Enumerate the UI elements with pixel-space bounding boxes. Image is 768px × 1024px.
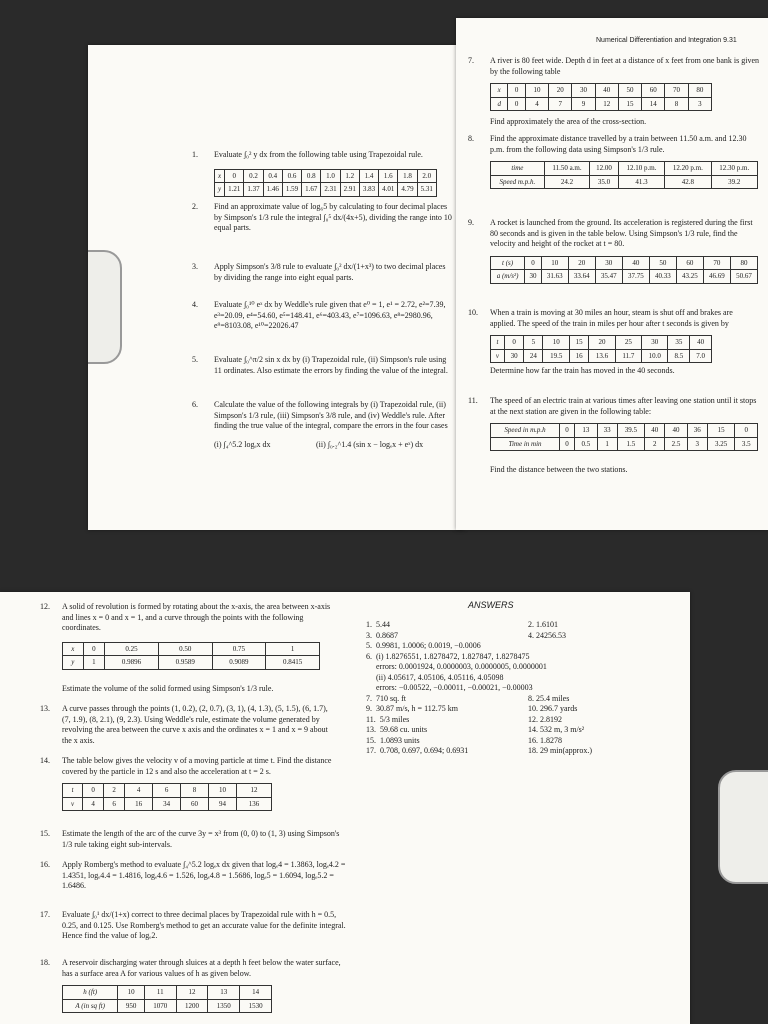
table-q1 <box>214 169 437 197</box>
table-cell: 40.33 <box>649 270 676 284</box>
answer-line: 10. 296.7 yards <box>528 704 578 713</box>
table-cell: 40 <box>595 84 618 98</box>
table-cell: 2 <box>645 437 665 451</box>
question-followup: Find approximately the area of the cross-section. <box>490 117 647 126</box>
answer-line: 9. 30.87 m/s, h = 112.75 km <box>366 704 458 713</box>
question-text: Estimate the length of the arc of the curve 3y = x³ from (0, 0) to (1, 3) using Simpson's 1/3 rule taking eight sub-intervals. <box>62 829 340 849</box>
table-cell: 11.7 <box>615 349 641 363</box>
table-row-header: A (in sq ft) <box>63 999 118 1013</box>
table-cell: 60 <box>181 797 209 811</box>
table-q12 <box>62 642 320 670</box>
table-row <box>491 162 758 176</box>
table-cell: 94 <box>209 797 237 811</box>
table-cell: 2 <box>104 784 125 798</box>
table-cell: 1.4 <box>359 169 378 183</box>
table-row-header: y <box>215 183 225 197</box>
table-row <box>63 784 272 798</box>
answer-line: 13. 59.68 cu. units <box>366 725 428 734</box>
question-16: 16. Apply Romberg's method to evaluate ∫₄^5.2 logₑx dx given that logₑ4 = 1.3863, logₑ4.2 = 1.4351, logₑ4.4 = 1.4816, logₑ4.6 = 1.526, logₑ4.8 = 1.5686, logₑ5 = 1.6094, logₑ5.2 = 1.6486. <box>40 860 346 890</box>
question-text: A solid of revolution is formed by rotating about the x-axis, the area between x-axis and lines x = 0 and x = 1, and a curve through the points with the following coordinates. <box>62 602 331 632</box>
table-cell: 30 <box>572 84 595 98</box>
question-text: Evaluate ∫₀² y dx from the following table using Trapezoidal rule. <box>214 150 423 159</box>
table-cell: 46.69 <box>703 270 730 284</box>
table-row <box>215 183 437 197</box>
table-cell: 24.2 <box>544 175 590 189</box>
question-text: A river is 80 feet wide. Depth d in feet at a distance of x feet from one bank is given by the following table <box>490 56 760 76</box>
question-10: 10. When a train is moving at 30 miles an hour, steam is shut off and brakes are applied. The speed of the train in miles per hour after t seconds is given by t 0 5 10 15 20 25 30 35 40 v 30 24 19.5 16 13.6 11.7 10.0 8.5 7.0 Determine how far the train has moved in the 40 seconds. <box>490 308 760 377</box>
table-cell: 43.25 <box>676 270 703 284</box>
table-cell: 1.5 <box>617 437 645 451</box>
table-cell: 0.75 <box>212 642 266 656</box>
answer-line: 6. (i) 1.8276551, 1.8278472, 1.827847, 1.8278475 <box>366 651 530 661</box>
answer-line: 7. 710 sq. ft <box>366 693 406 703</box>
table-row <box>63 797 272 811</box>
question-text: A rocket is launched from the ground. Its acceleration is registered during the first 80 seconds and is given in the table below. Using Simpson's 1/3 rule, find the velocity and height of the rocket at t = 80. <box>490 218 753 248</box>
table-cell: 0.25 <box>105 642 159 656</box>
answer-line: 3. 0.8687 <box>366 630 398 640</box>
table-row-header: v <box>491 349 505 363</box>
table-cell: 4.01 <box>379 183 398 197</box>
table-cell: 19.5 <box>543 349 570 363</box>
table-cell: 4 <box>125 784 153 798</box>
table-cell: 24 <box>524 349 543 363</box>
table-cell: 16 <box>125 797 153 811</box>
table-q14 <box>62 783 272 811</box>
answers-left <box>366 620 666 757</box>
table-cell: 15 <box>570 336 589 350</box>
table-cell: 0.4 <box>263 169 282 183</box>
table-cell: 80 <box>688 84 711 98</box>
table-cell: 40 <box>622 256 649 270</box>
table-row <box>491 270 758 284</box>
table-cell: 1.6 <box>379 169 398 183</box>
question-17: 17. Evaluate ∫₀¹ dx/(1+x) correct to three decimal places by Trapezoidal rule with h = 0.5, 0.25, and 0.125. Use Romberg's method to get an accurate value for the definite integral. Hence find the value of logₑ2. <box>40 910 346 940</box>
table-cell: 34 <box>153 797 181 811</box>
table-cell: 42.8 <box>665 175 711 189</box>
table-cell: 2.31 <box>321 183 340 197</box>
table-cell: 7.0 <box>690 349 712 363</box>
table-cell: 13 <box>575 424 598 438</box>
question-3: 3. Apply Simpson's 3/8 rule to evaluate ∫₀² dx/(1+x³) to two decimal places by dividing the range into eight equal parts. <box>192 262 446 282</box>
question-text: Evaluate ∫₀^π/2 sin x dx by (i) Trapezoidal rule, (ii) Simpson's rule using 11 ordinates. Also estimate the errors by finding the value of the integral. <box>214 355 448 375</box>
table-cell: 3.5 <box>735 437 758 451</box>
table-cell: 0.8415 <box>266 656 320 670</box>
table-cell: 0.9896 <box>105 656 159 670</box>
binder-clip <box>88 250 122 364</box>
table-cell: 50.67 <box>730 270 757 284</box>
table-row-header: a (m/s²) <box>491 270 525 284</box>
table-cell: 12 <box>595 97 618 111</box>
table-q9 <box>490 256 758 284</box>
table-cell: 30 <box>525 270 542 284</box>
table-cell: 1.2 <box>340 169 359 183</box>
answer-line: 15. 1.0893 units <box>366 735 420 745</box>
answers-title: ANSWERS <box>468 600 514 610</box>
table-row-header: t <box>491 336 505 350</box>
table-cell: 33.64 <box>568 270 595 284</box>
table-cell: 9 <box>572 97 595 111</box>
table-cell: 2.91 <box>340 183 359 197</box>
answer-line: 2. 1.6101 <box>528 620 558 629</box>
question-6: 6. Calculate the value of the following integrals by (i) Trapezoidal rule, (ii) Simpson's 1/3 rule, (iii) Simpson's 3/8 rule, and (iv) Weddle's rule. After finding the true value of the integral, compare the errors in the four cases (i) ∫₄^5.2 logₑx dx (ii) ∫₀.₂^1.4 (sin x − logₑx + eˣ) dx <box>192 400 448 449</box>
answer-line: 12. 2.8192 <box>528 714 562 724</box>
table-row <box>63 656 320 670</box>
table-cell: 12.20 p.m. <box>665 162 711 176</box>
table-cell: 13.6 <box>589 349 616 363</box>
question-text: Evaluate ∫₀¹⁰ eˣ dx by Weddle's rule given that e⁰ = 1, e¹ = 2.72, e²=7.39, e³=20.09, e⁴=54.60, e⁵=148.41, e⁶=403.43, e⁷=1096.63, e⁸=2980.96, e⁹=8103.08, e¹⁰=22026.47 <box>214 300 446 330</box>
table-cell: 30 <box>641 336 668 350</box>
table-cell: 5 <box>524 336 543 350</box>
table-cell: 40 <box>645 424 665 438</box>
table-cell: 15 <box>707 424 735 438</box>
sheet-top-right <box>456 18 768 530</box>
table-cell: 6 <box>153 784 181 798</box>
table-cell: 6 <box>104 797 125 811</box>
question-text: Evaluate ∫₀¹ dx/(1+x) correct to three decimal places by Trapezoidal rule with h = 0.5, 0.25, and 0.125. Use Romberg's method to get an accurate value for the definite integral. Hence find the value of logₑ2. <box>62 910 346 940</box>
table-cell: 0.5 <box>575 437 598 451</box>
question-5: 5. Evaluate ∫₀^π/2 sin x dx by (i) Trapezoidal rule, (ii) Simpson's rule using 11 ordinates. Also estimate the errors by finding the value of the integral. <box>192 355 448 375</box>
table-cell: 2.5 <box>665 437 688 451</box>
table-q10 <box>490 335 712 363</box>
table-cell: 20 <box>589 336 616 350</box>
table-row <box>491 84 712 98</box>
question-text: The table below gives the velocity v of a moving particle at time t. Find the distance covered by the particle in 12 s and also the acceleration at t = 2 s. <box>62 756 332 776</box>
answer-line: 1. 5.44 <box>366 620 390 629</box>
answer-line: 16. 1.8278 <box>528 735 562 745</box>
table-cell: 0 <box>560 424 575 438</box>
answer-line: 4. 24256.53 <box>528 630 566 640</box>
table-row-header: Speed in m.p.h <box>491 424 560 438</box>
answer-line: 17. 0.708, 0.697, 0.694; 0.6931 <box>366 746 469 755</box>
table-cell: 10 <box>541 256 568 270</box>
table-row-header: x <box>215 169 225 183</box>
table-cell: 2.0 <box>417 169 436 183</box>
table-cell: 0.50 <box>158 642 212 656</box>
table-cell: 30 <box>595 256 622 270</box>
table-row-header: t (s) <box>491 256 525 270</box>
table-row-header: x <box>63 642 84 656</box>
table-cell: 950 <box>118 999 144 1013</box>
table-cell: 1200 <box>176 999 208 1013</box>
question-8: 8. Find the approximate distance travelled by a train between 11.50 a.m. and 12.30 p.m. from the following data using Simpson's 1/3 rule. time 11.50 a.m. 12.00 12.10 p.m. 12.20 p.m. 12.30 p.m. Speed m.p.h. 24.2 35.0 41.3 42.8 39.2 <box>490 134 760 189</box>
question-text: When a train is moving at 30 miles an hour, steam is shut off and brakes are applied. The speed of the train in miles per hour after t seconds is given by <box>490 308 733 328</box>
table-cell: 15 <box>618 97 641 111</box>
answer-line: 14. 532 m, 3 m/s² <box>528 725 585 734</box>
table-cell: 11.50 a.m. <box>544 162 590 176</box>
table-cell: 60 <box>642 84 665 98</box>
table-cell: 20 <box>549 84 572 98</box>
table-cell: 0 <box>735 424 758 438</box>
table-cell: 1.46 <box>263 183 282 197</box>
answer-line: 11. 5/3 miles <box>366 714 410 724</box>
table-cell: 10.0 <box>641 349 668 363</box>
table-cell: 40 <box>665 424 688 438</box>
answer-line: 18. 29 min(approx.) <box>528 746 592 755</box>
table-cell: 0 <box>560 437 575 451</box>
table-cell: 20 <box>568 256 595 270</box>
table-cell: 12.10 p.m. <box>618 162 664 176</box>
table-cell: 12.00 <box>590 162 619 176</box>
table-cell: 4 <box>83 797 104 811</box>
table-row <box>491 437 758 451</box>
table-cell: 1.21 <box>225 183 244 197</box>
question-text: Find the approximate distance travelled by a train between 11.50 a.m. and 12.30 p.m. from the following data using Simpson's 1/3 rule. <box>490 134 747 154</box>
table-cell: 8 <box>665 97 688 111</box>
table-cell: 0 <box>225 169 244 183</box>
question-13: 13. A curve passes through the points (1, 0.2), (2, 0.7), (3, 1), (4, 1.3), (5, 1.5), (6, 1.7), (7, 1.9), (8, 2.1), (9, 2.3). Using Weddle's rule, estimate the volume generated by revolving the area between the curve x axis and the ordinates x = 1 and x = 9 about the x axis. <box>40 704 328 745</box>
table-cell: 0 <box>83 642 104 656</box>
question-text: The speed of an electric train at various times after leaving one station until it stops at the next station are given in the following table: <box>490 396 757 416</box>
table-cell: 31.63 <box>541 270 568 284</box>
table-row-header: v <box>63 797 83 811</box>
question-text: Apply Simpson's 3/8 rule to evaluate ∫₀² dx/(1+x³) to two decimal places by dividing the range into eight equal parts. <box>214 262 446 282</box>
table-cell: 10 <box>543 336 570 350</box>
table-cell: 50 <box>649 256 676 270</box>
table-row <box>491 349 712 363</box>
table-cell: 1070 <box>144 999 176 1013</box>
table-cell: 40 <box>690 336 712 350</box>
answer-line: errors: −0.00522, −0.00011, −0.00021, −0.00003 <box>366 683 533 692</box>
integral-i: (i) ∫₄^5.2 logₑx dx <box>214 439 271 449</box>
table-cell: 5.31 <box>417 183 436 197</box>
question-text: A curve passes through the points (1, 0.2), (2, 0.7), (3, 1), (4, 1.3), (5, 1.5), (6, 1.7), (7, 1.9), (8, 2.1), (9, 2.3). Using Weddle's rule, estimate the volume generated by revolving the area between the curve x axis and the ordinates x = 1 and x = 9 about the x axis. <box>62 704 328 745</box>
table-row <box>491 97 712 111</box>
table-row <box>491 336 712 350</box>
table-cell: 7 <box>549 97 572 111</box>
table-cell: 11 <box>144 986 176 1000</box>
question-followup: Determine how far the train has moved in the 40 seconds. <box>490 366 675 375</box>
table-cell: 70 <box>665 84 688 98</box>
table-cell: 4.79 <box>398 183 417 197</box>
table-row <box>63 986 272 1000</box>
table-cell: 13 <box>208 986 240 1000</box>
binder-clip-right <box>718 770 768 884</box>
table-cell: 4 <box>525 97 548 111</box>
question-9: 9. A rocket is launched from the ground. Its acceleration is registered during the first 80 seconds and is given in the table below. Using Simpson's 1/3 rule, find the velocity and height of the rocket at t = 80. t (s) 0 10 20 30 40 50 60 70 80 a (m/s²) 30 31.63 33.64 35.47 37.75 40.33 43.25 46.69 50.67 <box>490 218 760 284</box>
table-row-header: h (ft) <box>63 986 118 1000</box>
table-cell: 8 <box>181 784 209 798</box>
table-cell: 1 <box>597 437 617 451</box>
table-cell: 0.2 <box>244 169 263 183</box>
table-cell: 35.47 <box>595 270 622 284</box>
table-cell: 3.83 <box>359 183 378 197</box>
question-text: Find an approximate value of log₆5 by calculating to four decimal places by Simpson's 1/3 rule the integral ∫₀⁵ dx/(4x+5), dividing the range into 10 equal parts. <box>214 202 452 232</box>
table-cell: 16 <box>570 349 589 363</box>
table-cell: 35 <box>668 336 690 350</box>
table-cell: 1.37 <box>244 183 263 197</box>
question-12: 12. A solid of revolution is formed by rotating about the x-axis, the area between x-axis and lines x = 0 and x = 1, and a curve through the points with the following coordinates. x 0 0.25 0.50 0.75 1 y 1 0.9896 0.9589 0.9089 0.8415 Estimate the volume of the solid formed using Simpson's 1/3 rule. <box>40 602 331 693</box>
table-cell: 136 <box>237 797 272 811</box>
table-cell: 35.0 <box>590 175 619 189</box>
table-cell: 1 <box>83 656 104 670</box>
table-cell: 25 <box>615 336 641 350</box>
running-header: Numerical Differentiation and Integration 9.31 <box>596 37 737 44</box>
table-cell: 10 <box>118 986 144 1000</box>
question-text: Apply Romberg's method to evaluate ∫₄^5.2 logₑx dx given that logₑ4 = 1.3863, logₑ4.2 = 1.4351, logₑ4.4 = 1.4816, logₑ4.6 = 1.526, logₑ4.8 = 1.5686, logₑ5 = 1.6094, logₑ5.2 = 1.6486. <box>62 860 346 890</box>
table-cell: 36 <box>687 424 707 438</box>
table-row-header: d <box>491 97 508 111</box>
answer-line: 5. 0.9981, 1.0006; 0.0019, −0.0006 <box>366 641 481 650</box>
table-q7 <box>490 83 712 111</box>
table-cell: 0 <box>83 784 104 798</box>
table-cell: 12 <box>237 784 272 798</box>
table-cell: 0.9089 <box>212 656 266 670</box>
table-cell: 0.6 <box>282 169 301 183</box>
table-row-header: y <box>63 656 84 670</box>
table-row <box>491 256 758 270</box>
table-cell: 1.67 <box>302 183 321 197</box>
table-cell: 33 <box>597 424 617 438</box>
table-row <box>63 642 320 656</box>
question-followup: Find the distance between the two stations. <box>490 465 628 474</box>
table-cell: 1.0 <box>321 169 340 183</box>
table-cell: 0 <box>504 336 523 350</box>
table-cell: 12.30 p.m. <box>711 162 757 176</box>
table-cell: 50 <box>618 84 641 98</box>
question-followup: Estimate the volume of the solid formed using Simpson's 1/3 rule. <box>62 683 274 693</box>
question-4: 4. Evaluate ∫₀¹⁰ eˣ dx by Weddle's rule given that e⁰ = 1, e¹ = 2.72, e²=7.39, e³=20.09, e⁴=54.60, e⁵=148.41, e⁶=403.43, e⁷=1096.63, e⁸=2980.96, e⁹=8103.08, e¹⁰=22026.47 <box>192 300 446 330</box>
table-cell: 10 <box>525 84 548 98</box>
sheet-top-left <box>88 45 464 530</box>
table-cell: 14 <box>642 97 665 111</box>
table-cell: 3 <box>688 97 711 111</box>
question-1: 1. Evaluate ∫₀² y dx from the following table using Trapezoidal rule. x 0 0.2 0.4 0.6 0.8 1.0 1.2 1.4 1.6 1.8 2.0 y 1.21 1.37 1.46 1.59 1.67 2.31 2.91 3.83 4.01 4.79 5.31 <box>214 150 454 197</box>
table-cell: 30 <box>504 349 523 363</box>
table-cell: 80 <box>730 256 757 270</box>
table-cell: 41.3 <box>618 175 664 189</box>
table-cell: 3.25 <box>707 437 735 451</box>
answer-line: (ii) 4.05617, 4.05106, 4.05116, 4.05098 <box>366 672 504 682</box>
table-cell: 1.8 <box>398 169 417 183</box>
table-cell: 0 <box>508 84 525 98</box>
question-text: A reservoir discharging water through sluices at a depth h feet below the water surface, has a surface area A for various values of h as given below. <box>62 958 341 978</box>
table-row-header: t <box>63 784 83 798</box>
table-row-header: Time in min <box>491 437 560 451</box>
table-cell: 39.2 <box>711 175 757 189</box>
question-7: 7. A river is 80 feet wide. Depth d in feet at a distance of x feet from one bank is given by the following table x 0 10 20 30 40 50 60 70 80 d 0 4 7 9 12 15 14 8 3 Find approximately the area of the cross-section. <box>468 56 760 126</box>
integral-ii: (ii) ∫₀.₂^1.4 (sin x − logₑx + eˣ) dx <box>316 439 424 449</box>
question-15: 15. Estimate the length of the arc of the curve 3y = x³ from (0, 0) to (1, 3) using Simpson's 1/3 rule taking eight sub-intervals. <box>40 829 340 849</box>
table-cell: 1350 <box>208 999 240 1013</box>
table-cell: 12 <box>176 986 208 1000</box>
table-cell: 14 <box>240 986 272 1000</box>
table-row-header: time <box>491 162 545 176</box>
table-cell: 0.8 <box>302 169 321 183</box>
table-cell: 0 <box>525 256 542 270</box>
answer-line: errors: 0.0001924, 0.0000003, 0.0000005, 0.0000001 <box>366 662 547 671</box>
table-cell: 0 <box>508 97 525 111</box>
question-2: 2. Find an approximate value of log₆5 by calculating to four decimal places by Simpson's 1/3 rule the integral ∫₀⁵ dx/(4x+5), dividing the range into 10 equal parts. <box>192 202 452 232</box>
table-row <box>491 424 758 438</box>
question-14: 14. The table below gives the velocity v of a moving particle at time t. Find the distance covered by the particle in 12 s and also the acceleration at t = 2 s. t 0 2 4 6 8 10 12 v 4 6 16 34 60 94 136 <box>62 756 332 811</box>
sheet-bottom <box>0 592 690 1024</box>
question-11: 11. The speed of an electric train at various times after leaving one station until it stops at the next station are given in the following table: Speed in m.p.h 0 13 33 39.5 40 40 36 15 0 Time in min 0 0.5 1 1.5 2 2.5 3 3.25 3.5 Find the distance between the two stations. <box>490 396 760 476</box>
table-cell: 10 <box>209 784 237 798</box>
table-q8 <box>490 161 758 189</box>
table-q11 <box>490 423 758 451</box>
table-cell: 70 <box>703 256 730 270</box>
table-cell: 8.5 <box>668 349 690 363</box>
answer-line: 8. 25.4 miles <box>528 693 570 703</box>
table-cell: 39.5 <box>617 424 645 438</box>
table-row-header: x <box>491 84 508 98</box>
table-cell: 1530 <box>240 999 272 1013</box>
table-cell: 3 <box>687 437 707 451</box>
question-18: 18. A reservoir discharging water through sluices at a depth h feet below the water surface, has a surface area A for various values of h as given below. h (ft) 10 11 12 13 14 A (in sq ft) 950 1070 1200 1350 1530 <box>62 958 347 1013</box>
table-q18 <box>62 985 272 1013</box>
table-row <box>491 175 758 189</box>
table-cell: 37.75 <box>622 270 649 284</box>
table-cell: 1 <box>266 642 320 656</box>
table-cell: 1.59 <box>282 183 301 197</box>
table-cell: 60 <box>676 256 703 270</box>
table-row <box>215 169 437 183</box>
table-row-header: Speed m.p.h. <box>491 175 545 189</box>
table-row <box>63 999 272 1013</box>
table-cell: 0.9589 <box>158 656 212 670</box>
question-text: Calculate the value of the following integrals by (i) Trapezoidal rule, (ii) Simpson's 1/3 rule, (iii) Simpson's 3/8 rule, and (iv) Weddle's rule. After finding the true value of the integral, compare the errors in the four cases <box>214 400 448 430</box>
